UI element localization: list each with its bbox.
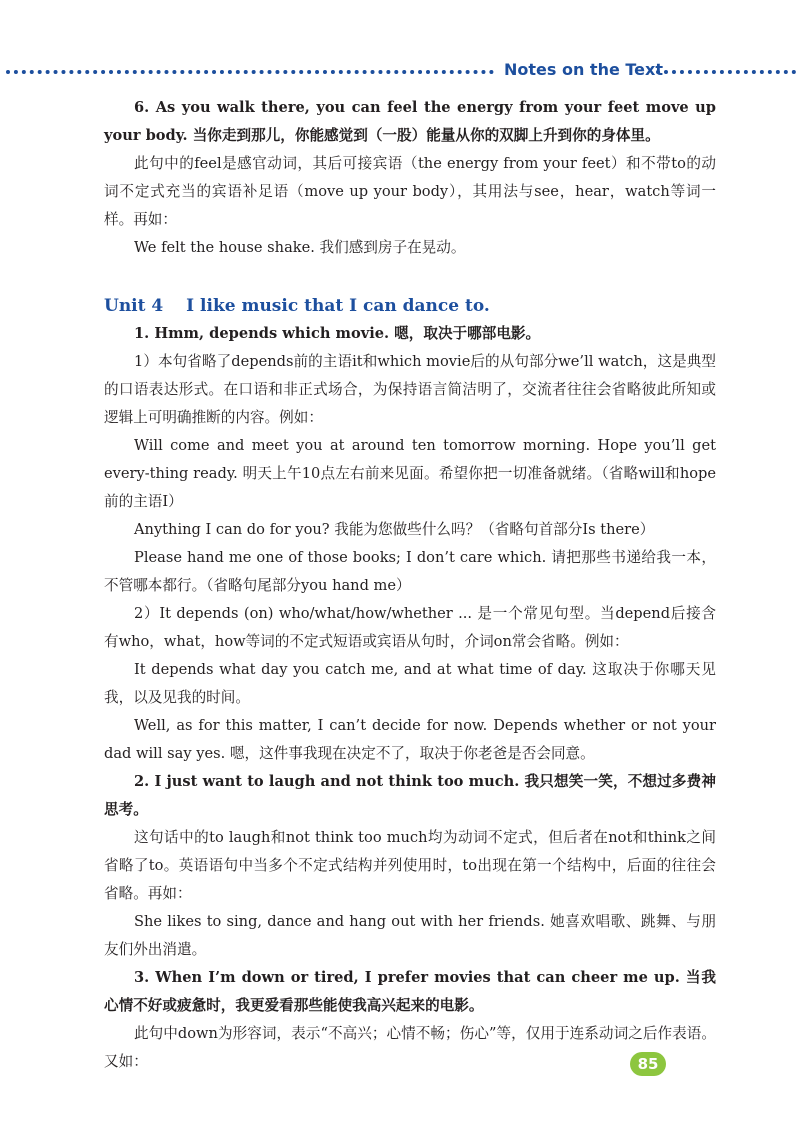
- note-paragraph: 2）It depends (on) who/what/how/whether ... 是一个常见句型。当depend后接含有who，what，how等词的不定式短语或宾语从句时，介词on常会省略。例如：: [104, 605, 716, 650]
- note-heading: 1. Hmm, depends which movie. 嗯，取决于哪部电影。: [134, 325, 541, 342]
- example-sentence: Will come and meet you at around ten tomorrow morning. Hope you’ll get every-thing ready. 明天上午10点左右前来见面。希望你把一切准备就绪。（省略will和hope前的主语I）: [104, 437, 716, 510]
- example-sentence: Please hand me one of those books; I don’t care which. 请把那些书递给我一本，不管哪本都行。（省略句尾部分you hand me）: [104, 549, 716, 594]
- note-paragraph: 此句中down为形容词，表示“不高兴；心情不畅；伤心”等，仅用于连系动词之后作表语。又如：: [104, 1025, 716, 1070]
- example-sentence: Well, as for this matter, I can’t decide for now. Depends whether or not your dad will say yes. 嗯，这件事我现在决定不了，取决于你老爸是否会同意。: [104, 717, 716, 762]
- header-dotted-rule-left: [6, 70, 494, 74]
- note-paragraph: 1）本句省略了depends前的主语it和which movie后的从句部分we’ll watch，这是典型的口语表达形式。在口语和非正式场合，为保持语言简洁明了，交流者往往会省略彼此所知或逻辑上可明确推断的内容。例如：: [104, 353, 716, 426]
- note-heading: 2. I just want to laugh and not think too much. 我只想笑一笑，不想过多费神思考。: [104, 773, 716, 818]
- note-paragraph: 这句话中的to laugh和not think too much均为动词不定式，但后者在not和think之间省略了to。英语语句中当多个不定式结构并列使用时，to出现在第一个结构中，后面的往往会省略。再如：: [104, 829, 716, 902]
- note-paragraph: 此句中的feel是感官动词，其后可接宾语（the energy from your feet）和不带to的动词不定式充当的宾语补足语（move up your body），其用法与see，hear，watch等词一样。再如：: [104, 155, 716, 228]
- page-number-badge: 85: [630, 1052, 666, 1076]
- header-title: Notes on the Text: [504, 60, 663, 79]
- unit-heading: Unit 4 I like music that I can dance to.: [104, 296, 490, 316]
- header-dotted-rule-right: [656, 70, 796, 74]
- note-heading: 6. As you walk there, you can feel the energy from your feet move up your body. 当你走到那儿，你能感觉到（一股）能量从你的双脚上升到你的身体里。: [104, 99, 716, 144]
- example-sentence: She likes to sing, dance and hang out with her friends. 她喜欢唱歌、跳舞、与朋友们外出消遣。: [104, 913, 716, 958]
- example-sentence: Anything I can do for you? 我能为您做些什么吗？（省略句首部分Is there）: [134, 521, 655, 538]
- running-header: [0, 58, 800, 84]
- example-sentence: It depends what day you catch me, and at what time of day. 这取决于你哪天见我，以及见我的时间。: [104, 661, 716, 706]
- page-content: [104, 94, 716, 1076]
- example-sentence: We felt the house shake. 我们感到房子在晃动。: [134, 239, 466, 256]
- note-heading: 3. When I’m down or tired, I prefer movies that can cheer me up. 当我心情不好或疲惫时，我更爱看那些能使我高兴起来的电影。: [104, 969, 716, 1014]
